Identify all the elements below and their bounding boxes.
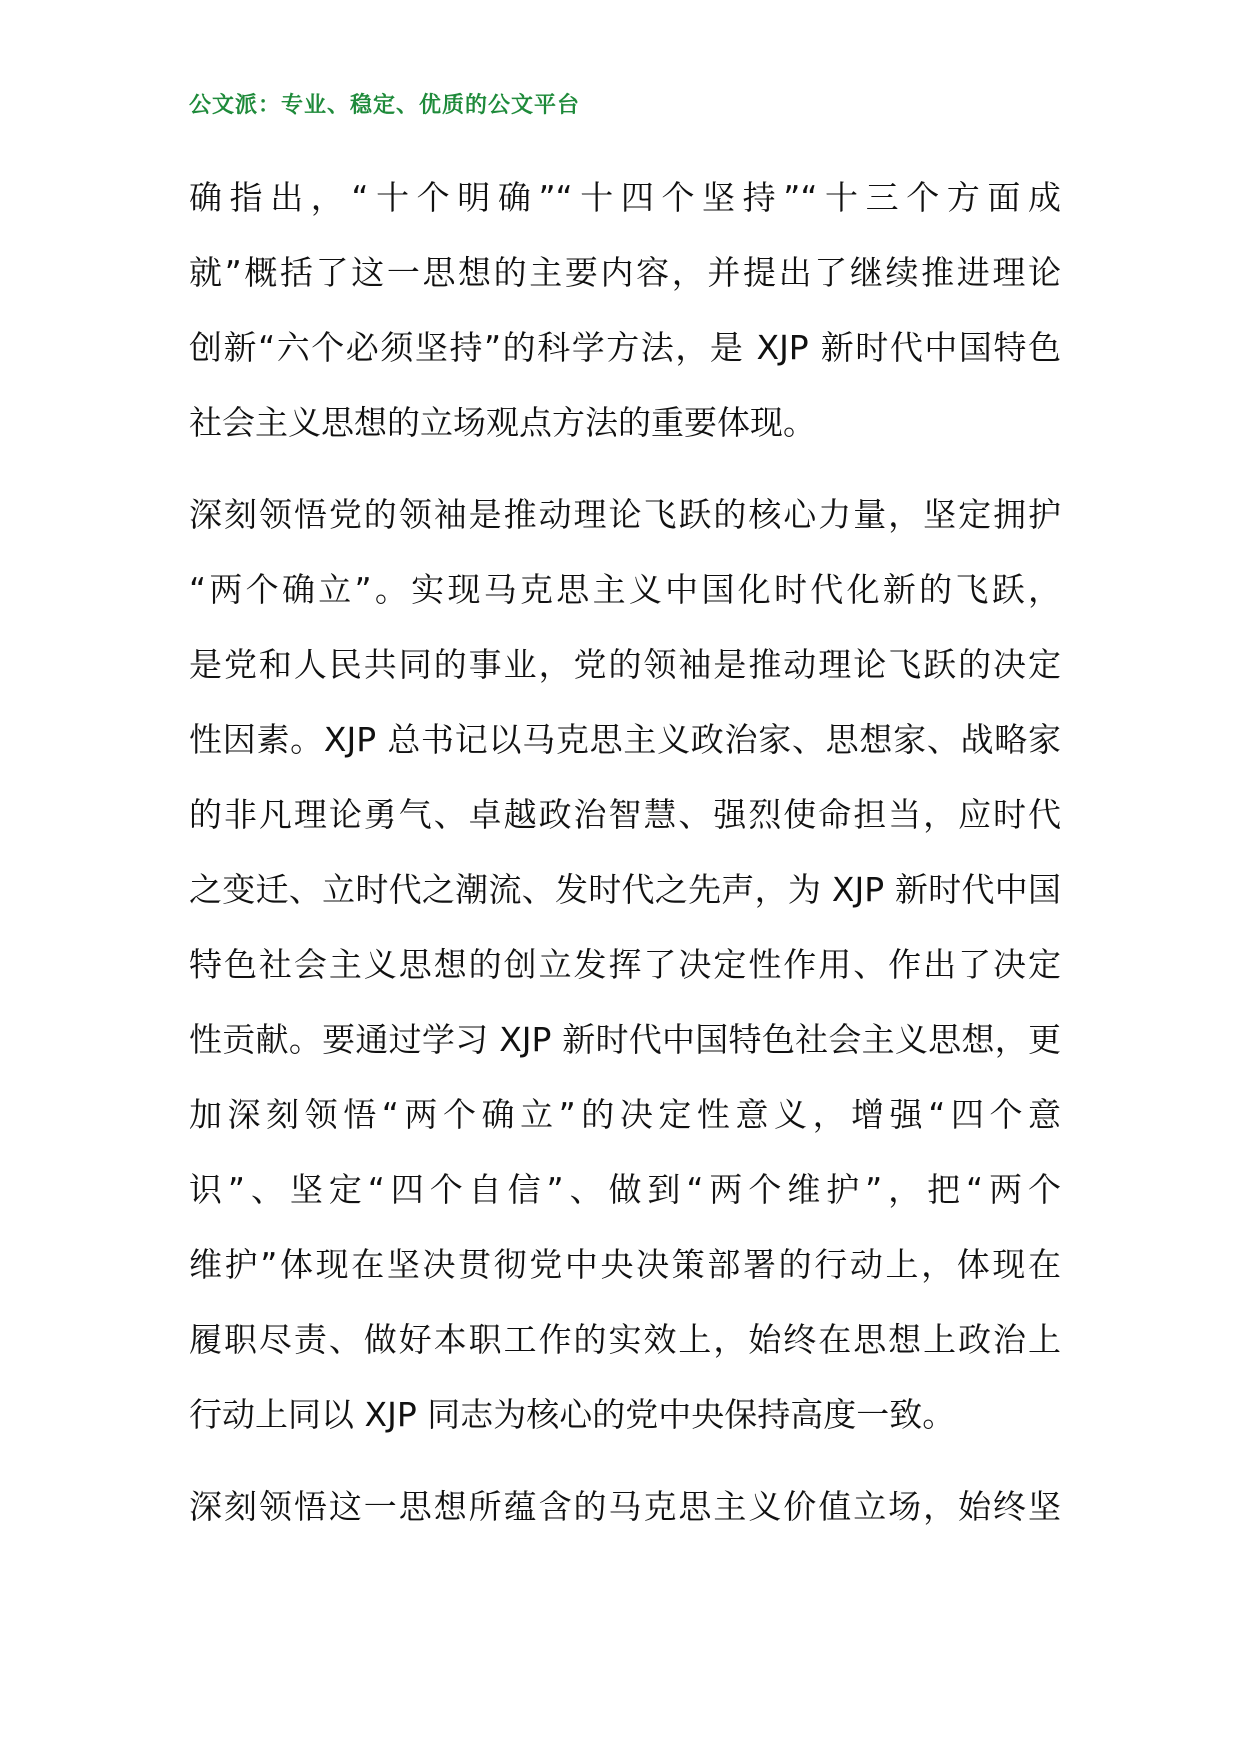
text-line: 是党和人民共同的事业，党的领袖是推动理论飞跃的决定 (189, 645, 1061, 684)
text-line: 性因素。XJP 总书记以马克思主义政治家、思想家、战略家 (189, 720, 1061, 759)
text-line: 识”、坚定“四个自信”、做到“两个维护”，把“两个 (189, 1170, 1061, 1209)
text-line: 深刻领悟这一思想所蕴含的马克思主义价值立场，始终坚 (189, 1487, 1061, 1526)
text-line: 就”概括了这一思想的主要内容，并提出了继续推进理论 (189, 253, 1061, 292)
page-header: 公文派：专业、稳定、优质的公文平台 (189, 93, 581, 118)
text-line: 性贡献。要通过学习 XJP 新时代中国特色社会主义思想，更 (189, 1020, 1061, 1059)
paragraph-2 (189, 477, 1061, 1452)
paragraph-3 (189, 1469, 1061, 1544)
text-line: 社会主义思想的立场观点方法的重要体现。 (189, 403, 816, 442)
text-line: 维护”体现在坚决贯彻党中央决策部署的行动上，体现在 (189, 1245, 1061, 1284)
text-line: 行动上同以 XJP 同志为核心的党中央保持高度一致。 (189, 1395, 956, 1434)
document-body (189, 160, 1061, 1561)
text-line: “两个确立”。实现马克思主义中国化时代化新的飞跃， (189, 570, 1061, 609)
text-line: 履职尽责、做好本职工作的实效上，始终在思想上政治上 (189, 1320, 1061, 1359)
text-line: 创新“六个必须坚持”的科学方法，是 XJP 新时代中国特色 (189, 328, 1061, 367)
text-line: 加深刻领悟“两个确立”的决定性意义，增强“四个意 (189, 1095, 1061, 1134)
text-line: 特色社会主义思想的创立发挥了决定性作用、作出了决定 (189, 945, 1061, 984)
paragraph-1 (189, 160, 1061, 460)
text-line: 之变迁、立时代之潮流、发时代之先声，为 XJP 新时代中国 (189, 870, 1061, 909)
text-line: 确指出，“十个明确”“十四个坚持”“十三个方面成 (189, 178, 1061, 217)
text-line: 的非凡理论勇气、卓越政治智慧、强烈使命担当，应时代 (189, 795, 1061, 834)
text-line: 深刻领悟党的领袖是推动理论飞跃的核心力量，坚定拥护 (189, 495, 1061, 534)
